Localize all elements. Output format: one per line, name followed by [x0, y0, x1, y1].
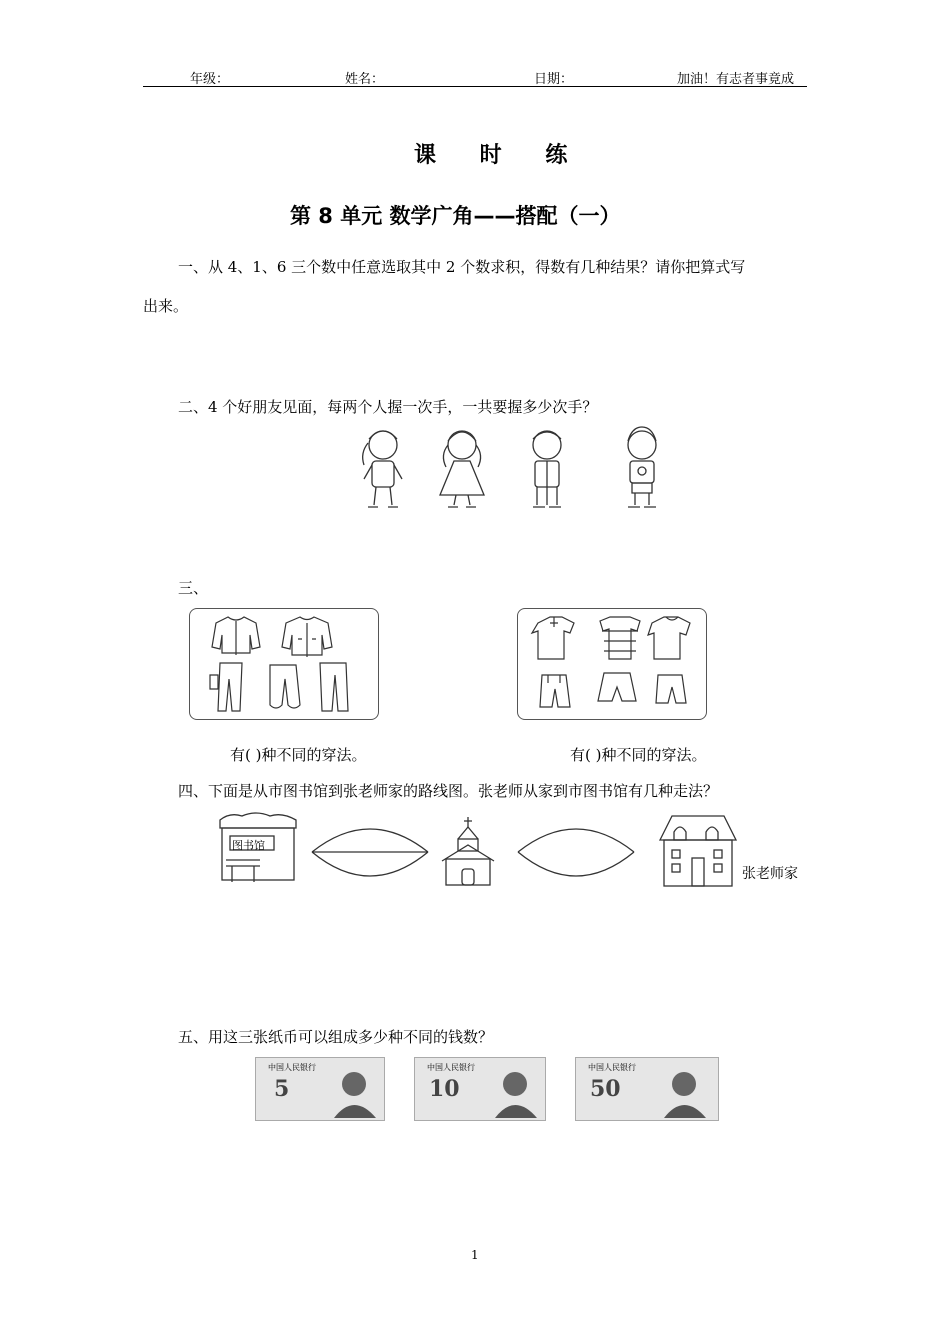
route-b-lower	[518, 852, 634, 876]
home-label: 张老师家	[742, 866, 798, 882]
header-date: 日期：	[534, 72, 574, 87]
four-friends-illustration	[350, 425, 665, 511]
girl-2-figure	[440, 431, 484, 507]
routes-church-to-home	[514, 818, 638, 886]
banknote-5-value: 5	[274, 1076, 290, 1102]
house-icon	[656, 810, 740, 888]
question-1-line-1: 一、从 4、1、6 三个数中任意选取其中 2 个数求积，得数有几种结果？请你把算式写	[178, 258, 746, 276]
question-3-answer-right: 有( )种不同的穿法。	[570, 746, 707, 764]
banknote-50-bank: 中国人民银行	[588, 1063, 636, 1072]
question-2: 二、4 个好朋友见面，每两个人握一次手，一共要握多少次手？	[178, 398, 598, 416]
outfit-box-right	[517, 608, 707, 720]
route-a-upper	[312, 829, 428, 852]
header-name: 姓名：	[345, 72, 385, 87]
header-motto: 加油！有志者事竟成	[677, 72, 795, 87]
girl-1-figure	[363, 431, 402, 507]
header-grade: 年级：	[190, 72, 230, 87]
portrait-icon	[493, 1066, 539, 1118]
banknote-50	[575, 1057, 719, 1121]
banknote-10-value: 10	[429, 1076, 460, 1102]
header-divider	[143, 86, 807, 87]
banknote-10-bank: 中国人民银行	[427, 1063, 475, 1072]
route-b-upper	[518, 829, 634, 852]
library-sign: 图书馆	[232, 839, 265, 852]
shirts-and-shorts-icon	[518, 609, 706, 719]
banknote-50-value: 50	[590, 1076, 621, 1102]
outfit-box-left	[189, 608, 379, 720]
banknote-10	[414, 1057, 546, 1121]
portrait-icon	[332, 1066, 378, 1118]
banknote-5	[255, 1057, 385, 1121]
question-5: 五、用这三张纸币可以组成多少种不同的钱数？	[178, 1028, 494, 1046]
route-a-lower	[312, 852, 428, 876]
question-4: 四、下面是从市图书馆到张老师家的路线图。张老师从家到市图书馆有几种走法？	[178, 782, 719, 800]
banknote-5-bank: 中国人民银行	[268, 1063, 316, 1072]
question-3-answer-left: 有( )种不同的穿法。	[230, 746, 367, 764]
jackets-and-pants-icon	[190, 609, 378, 719]
routes-library-to-church	[308, 818, 432, 886]
question-1-line-2: 出来。	[143, 297, 189, 315]
question-3: 三、	[178, 579, 209, 597]
page-title: 课 时 练	[414, 143, 586, 168]
portrait-icon	[662, 1066, 708, 1118]
church-icon	[438, 815, 500, 887]
boy-1-figure	[533, 431, 561, 507]
page-number: 1	[471, 1248, 479, 1262]
boy-2-figure	[628, 427, 656, 507]
unit-title: 第 8 单元 数学广角——搭配（一）	[290, 204, 621, 228]
